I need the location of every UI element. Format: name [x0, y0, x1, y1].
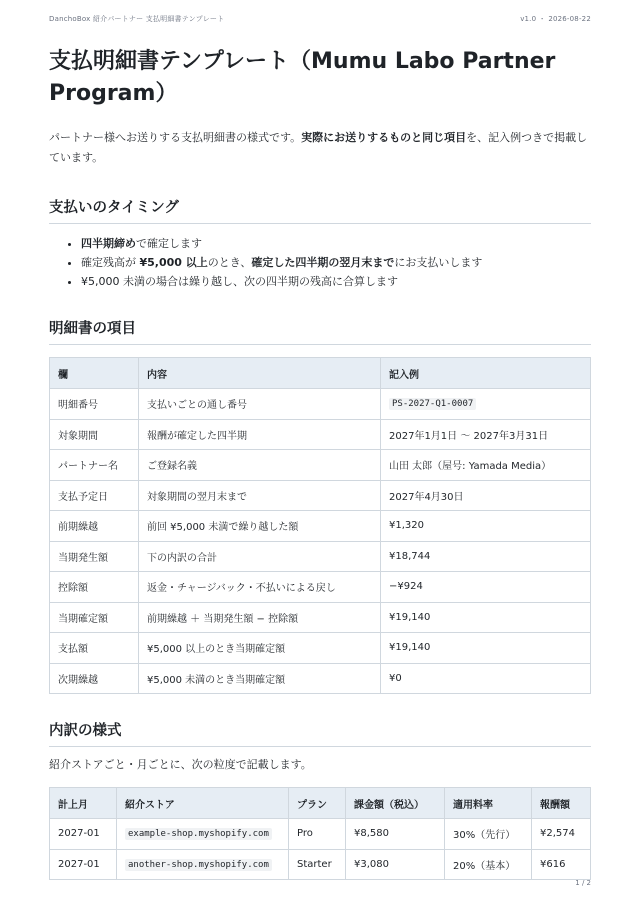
- page-number: 1 / 2: [575, 879, 591, 887]
- table-row: [50, 450, 591, 481]
- example-cell: 山田 太郎（屋号: Yamada Media）: [381, 450, 591, 481]
- table-row: [50, 819, 591, 850]
- field-cell: 明細番号: [50, 389, 139, 420]
- column-header: 紹介ストア: [117, 788, 289, 819]
- plan-cell: Pro: [289, 819, 346, 850]
- column-header: 適用料率: [445, 788, 532, 819]
- column-header: 記入例: [381, 358, 591, 389]
- store-domain-code: example-shop.myshopify.com: [125, 828, 272, 840]
- desc-cell: ご登録名義: [139, 450, 381, 481]
- table-row: [50, 541, 591, 572]
- table-row: [50, 633, 591, 664]
- table-row: [50, 419, 591, 450]
- header-doc-title: DanchoBox 紹介パートナー 支払明細書テンプレート: [49, 15, 225, 23]
- timing-item-text: で確定します: [136, 237, 202, 250]
- desc-cell: 支払いごとの通し番号: [139, 389, 381, 420]
- timing-item-bold: 四半期締め: [81, 237, 136, 250]
- desc-cell: 下の内訳の合計: [139, 541, 381, 572]
- table-row: [50, 849, 591, 880]
- table-row: [50, 663, 591, 694]
- table-row: [50, 572, 591, 603]
- column-header: 内容: [139, 358, 381, 389]
- breakdown-section: [49, 719, 591, 880]
- table-header-row: [50, 358, 591, 389]
- example-cell: ¥0: [381, 663, 591, 694]
- page-header: [49, 14, 591, 24]
- statement-number-code: PS-2027-Q1-0007: [389, 398, 476, 410]
- timing-item: [81, 234, 591, 253]
- field-cell: 支払予定日: [50, 480, 139, 511]
- table-row: [50, 602, 591, 633]
- fields-heading: 明細書の項目: [49, 317, 591, 345]
- example-cell: ¥18,744: [381, 541, 591, 572]
- column-header: 課金額（税込）: [346, 788, 445, 819]
- column-header: 計上月: [50, 788, 117, 819]
- rate-cell: 20%（基本）: [445, 849, 532, 880]
- example-cell: −¥924: [381, 572, 591, 603]
- desc-cell: ¥5,000 未満のとき当期確定額: [139, 663, 381, 694]
- example-cell: 2027年4月30日: [381, 480, 591, 511]
- store-domain-code: another-shop.myshopify.com: [125, 859, 272, 871]
- example-cell: ¥1,320: [381, 511, 591, 542]
- store-cell: [117, 849, 289, 880]
- table-row: [50, 511, 591, 542]
- header-version: v1.0 ・ 2026-08-22: [520, 15, 591, 23]
- intro-text-1: パートナー様へお送りする支払明細書の様式です。: [49, 131, 302, 144]
- intro-bold: 実際にお送りするものと同じ項目: [301, 131, 467, 144]
- desc-cell: ¥5,000 以上のとき当期確定額: [139, 633, 381, 664]
- field-cell: 対象期間: [50, 419, 139, 450]
- fields-section: [49, 317, 591, 694]
- timing-item-bold: 確定した四半期の翌月末まで: [251, 256, 395, 269]
- field-cell: 支払額: [50, 633, 139, 664]
- table-header-row: [50, 788, 591, 819]
- amount-cell: ¥3,080: [346, 849, 445, 880]
- breakdown-heading: 内訳の様式: [49, 719, 591, 747]
- table-row: [50, 480, 591, 511]
- column-header: プラン: [289, 788, 346, 819]
- breakdown-subtitle: 紹介ストアごと・月ごとに、次の粒度で記載します。: [49, 758, 312, 771]
- document-body: [49, 46, 591, 880]
- timing-item-text: にお支払いします: [394, 256, 483, 269]
- example-cell: ¥19,140: [381, 633, 591, 664]
- example-cell: [381, 389, 591, 420]
- breakdown-table: [49, 787, 591, 880]
- timing-section: [49, 196, 591, 291]
- example-cell: ¥19,140: [381, 602, 591, 633]
- month-cell: 2027-01: [50, 819, 117, 850]
- timing-item-text: のとき、: [207, 256, 252, 269]
- field-cell: 次期繰越: [50, 663, 139, 694]
- field-cell: 前期繰越: [50, 511, 139, 542]
- table-row: [50, 389, 591, 420]
- intro-text-2: を、記入例つきで掲載しています。: [49, 131, 588, 164]
- timing-heading: 支払いのタイミング: [49, 196, 591, 224]
- timing-item: [81, 272, 591, 291]
- example-cell: 2027年1月1日 〜 2027年3月31日: [381, 419, 591, 450]
- desc-cell: 報酬が確定した四半期: [139, 419, 381, 450]
- timing-item-bold: ¥5,000 以上: [139, 256, 208, 269]
- store-cell: [117, 819, 289, 850]
- rate-cell: 30%（先行）: [445, 819, 532, 850]
- timing-item-text: 確定残高が: [81, 256, 140, 269]
- timing-item-text: ¥5,000 未満の場合は繰り越し、次の四半期の残高に合算します: [81, 275, 398, 288]
- desc-cell: 返金・チャージバック・不払いによる戻し: [139, 572, 381, 603]
- field-cell: 当期発生額: [50, 541, 139, 572]
- desc-cell: 前期繰越 ＋ 当期発生額 − 控除額: [139, 602, 381, 633]
- field-cell: 控除額: [50, 572, 139, 603]
- amount-cell: ¥8,580: [346, 819, 445, 850]
- desc-cell: 対象期間の翌月末まで: [139, 480, 381, 511]
- fields-table: [49, 357, 591, 694]
- intro-paragraph: [49, 128, 591, 168]
- timing-item: [81, 253, 591, 272]
- column-header: 報酬額: [532, 788, 591, 819]
- field-cell: 当期確定額: [50, 602, 139, 633]
- month-cell: 2027-01: [50, 849, 117, 880]
- reward-cell: ¥2,574: [532, 819, 591, 850]
- plan-cell: Starter: [289, 849, 346, 880]
- field-cell: パートナー名: [50, 450, 139, 481]
- page-title: 支払明細書テンプレート（Mumu Labo Partner Program）: [49, 49, 556, 106]
- timing-list: [49, 234, 591, 291]
- reward-cell: ¥616: [532, 849, 591, 880]
- column-header: 欄: [50, 358, 139, 389]
- desc-cell: 前回 ¥5,000 未満で繰り越した額: [139, 511, 381, 542]
